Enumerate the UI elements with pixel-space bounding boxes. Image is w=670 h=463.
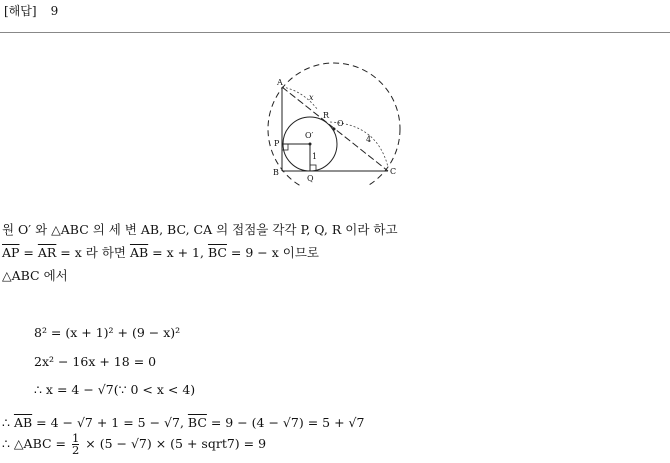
text-fragment: = x 라 하면 xyxy=(56,245,130,260)
triangle-incircle-figure xyxy=(262,62,410,186)
segment-ab-result: $\overline{AB}$ xyxy=(13,415,33,430)
text-fragment: = x + 1, xyxy=(148,245,208,260)
label-one: 1 xyxy=(312,152,318,161)
fraction-half xyxy=(72,433,79,456)
area-label: ∴ △ABC = xyxy=(2,436,70,451)
label-p: P xyxy=(274,139,280,148)
text-fragment: = 9 − x 이므로 xyxy=(226,245,319,260)
problem-header xyxy=(4,2,58,19)
label-four: 4 xyxy=(366,135,372,144)
label-o-prime: O′ xyxy=(305,131,314,140)
arc-four xyxy=(330,122,388,167)
text-fragment: = 4 − √7 + 1 = 5 − √7, xyxy=(32,415,188,430)
area-expression: × (5 − √7) × (5 + sqrt7) = 9 xyxy=(81,436,267,451)
text-line-1: 원 O′ 와 △ABC 의 세 변 AB, BC, CA 의 접점을 각각 P, Q, R 이라 하고 xyxy=(2,222,398,237)
circumcircle xyxy=(268,63,400,186)
conclusion-line-1 xyxy=(2,415,364,430)
fraction-numerator: 1 xyxy=(71,431,80,445)
label-o: O xyxy=(337,119,344,128)
answer-label: [해답] xyxy=(4,4,37,18)
equation-1: 8² = (x + 1)² + (9 − x)² xyxy=(34,325,181,340)
equals: = xyxy=(19,245,38,260)
label-b: B xyxy=(273,168,279,177)
header-divider xyxy=(0,32,670,33)
center-o xyxy=(333,128,336,131)
equation-3: ∴ x = 4 − √7(∵ 0 < x < 4) xyxy=(34,382,196,397)
text-fragment: = 9 − (4 − √7) = 5 + √7 xyxy=(206,415,365,430)
segment-ap: $\overline{AP}$ xyxy=(2,245,20,260)
label-x: x xyxy=(309,93,314,102)
text-line-3: △ABC 에서 xyxy=(2,268,68,283)
segment-bc: $\overline{BC}$ xyxy=(207,245,227,260)
label-r: R xyxy=(323,111,330,120)
fraction-denominator: 2 xyxy=(71,443,80,457)
label-q: Q xyxy=(307,174,314,183)
label-c: C xyxy=(390,167,397,176)
text-line-2 xyxy=(2,243,319,261)
label-a: A xyxy=(277,78,283,87)
therefore-symbol: ∴ xyxy=(2,415,14,430)
segment-ar: $\overline{AR}$ xyxy=(37,245,57,260)
center-o-prime xyxy=(309,143,312,146)
problem-number: 9 xyxy=(50,4,59,18)
equation-2: 2x² − 16x + 18 = 0 xyxy=(34,354,157,369)
segment-bc-result: $\overline{BC}$ xyxy=(187,415,207,430)
segment-ab: $\overline{AB}$ xyxy=(129,245,149,260)
conclusion-line-2 xyxy=(2,433,266,456)
